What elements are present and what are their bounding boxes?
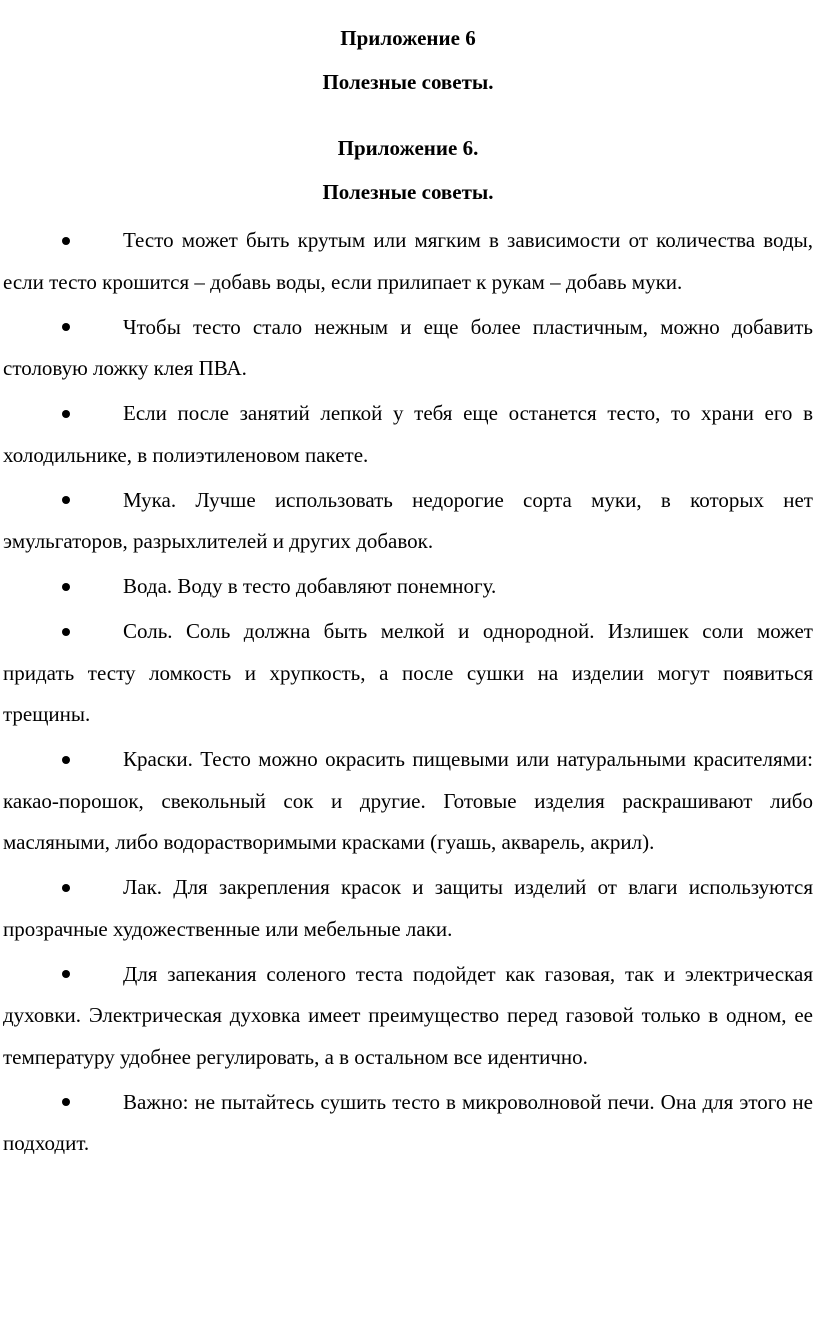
list-item	[3, 220, 813, 303]
tip-text: Вода. Воду в тесто добавляют понемногу.	[123, 574, 497, 598]
bullet-icon	[60, 220, 72, 262]
bullet-icon	[60, 954, 72, 996]
list-item	[3, 1082, 813, 1165]
tips-list	[3, 220, 813, 1168]
list-item	[3, 393, 813, 476]
bullet-icon	[60, 1082, 72, 1124]
tip-text: Тесто может быть крутым или мягким в зависимости от количества воды, если тесто крошится – добавь воды, если прилипает к рукам – добавь муки.	[3, 228, 813, 294]
appendix-title-repeat: Приложение 6.	[337, 136, 479, 160]
tip-text: Лак. Для закрепления красок и защиты изделий от влаги используются прозрачные художественные или мебельные лаки.	[3, 875, 813, 941]
useful-tips-title-repeat: Полезные советы.	[322, 180, 494, 204]
bullet-icon	[60, 307, 72, 349]
tip-text: Мука. Лучше использовать недорогие сорта муки, в которых нет эмульгаторов, разрыхлителей и других добавок.	[3, 487, 813, 553]
list-item	[3, 307, 813, 390]
bullet-icon	[60, 393, 72, 435]
list-item	[3, 566, 813, 608]
bullet-icon	[60, 611, 72, 653]
list-item	[3, 867, 813, 950]
bullet-icon	[60, 739, 72, 781]
tip-text: Для запекания соленого теста подойдет как газовая, так и электрическая духовки. Электрическая духовка имеет преимущество перед газовой только в одном, ее температуру удобнее регулировать, а в остальном все идентично.	[3, 961, 813, 1069]
list-item	[3, 611, 813, 736]
list-item	[3, 739, 813, 864]
tip-text: Соль. Соль должна быть мелкой и однородной. Излишек соли может придать тесту ломкость и хрупкость, а после сушки на изделии могут появиться трещины.	[3, 619, 813, 726]
bullet-icon	[60, 566, 72, 608]
useful-tips-title: Полезные советы.	[322, 70, 494, 94]
tip-text: Краски. Тесто можно окрасить пищевыми или натуральными красителями: какао-порошок, свекольный сок и другие. Готовые изделия раскрашивают либо масляными, либо водорастворимыми красками (гуашь, акварель, акрил).	[3, 747, 813, 854]
tip-text: Если после занятий лепкой у тебя еще останется тесто, то храни его в холодильнике, в полиэтиленовом пакете.	[3, 401, 813, 467]
bullet-icon	[60, 867, 72, 909]
tip-text: Важно: не пытайтесь сушить тесто в микроволновой печи. Она для этого не подходит.	[3, 1089, 813, 1155]
bullet-icon	[60, 480, 72, 522]
tip-text: Чтобы тесто стало нежным и еще более пластичным, можно добавить столовую ложку клея ПВА.	[3, 314, 813, 380]
list-item	[3, 480, 813, 563]
appendix-title: Приложение 6	[340, 26, 476, 50]
list-item	[3, 954, 813, 1079]
